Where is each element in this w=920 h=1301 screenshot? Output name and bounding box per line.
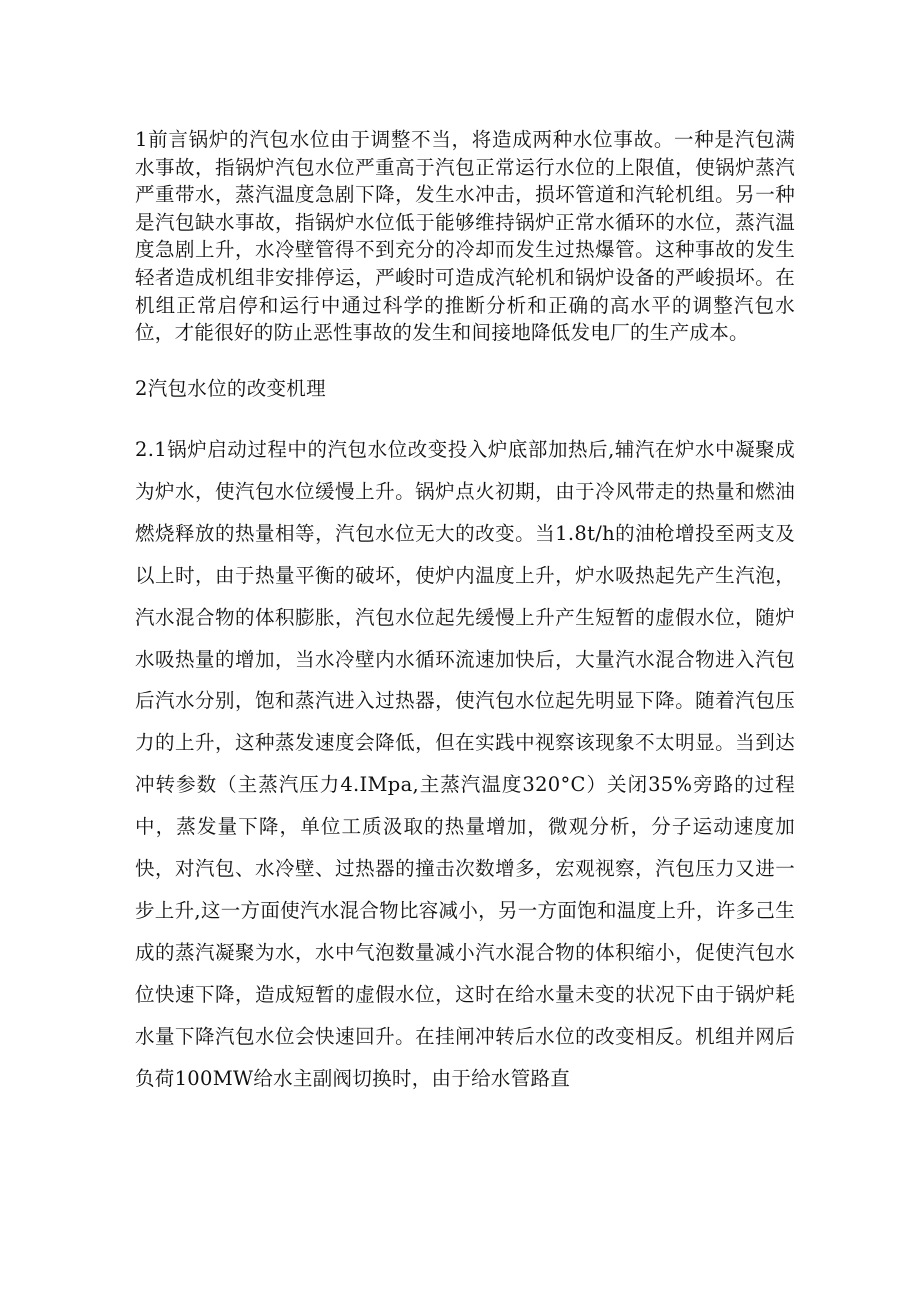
paragraph-section-2-1: 2.1锅炉启动过程中的汽包水位改变投入炉底部加热后,辅汽在炉水中凝聚成为炉水，使汽包水位缓慢上升。锅炉点火初期，由于冷风带走的热量和燃油燃烧释放的热量相等，汽包水位无大的改变。当1.8t/h的油枪增投至两支及以上时，由于热量平衡的破坏，使炉内温度上升，炉水吸热起先产生汽泡，汽水混合物的体积膨胀，汽包水位起先缓慢上升产生短暂的虚假水位，随炉水吸热量的增加，当水冷壁内水循环流速加快后，大量汽水混合物进入汽包后汽水分别，饱和蒸汽进入过热器，使汽包水位起先明显下降。随着汽包压力的上升，这种蒸发速度会降低，但在实践中视察该现象不太明显。当到达冲转参数（主蒸汽压力4.IMpa,主蒸汽温度320°C）关闭35%旁路的过程中，蒸发量下降，单位工质汲取的热量增加，微观分析，分子运动速度加快，对汽包、水冷壁、过热器的撞击次数增多，宏观视察，汽包压力又进一步上升,这一方面使汽水混合物比容减小，另一方面饱和温度上升，许多己生成的蒸汽凝聚为水，水中气泡数量减小汽水混合物的体积缩小，促使汽包水位快速下降，造成短暂的虚假水位，这时在给水量未变的状况下由于锅炉耗水量下降汽包水位会快速回升。在挂闸冲转后水位的改变相反。机组并网后负荷100MW给水主副阀切换时，由于给水管路直 — [135, 438, 795, 1090]
section-heading: 2汽包水位的改变机理 — [135, 377, 326, 400]
paragraph-introduction: 1前言锅炉的汽包水位由于调整不当，将造成两种水位事故。一种是汽包满水事故，指锅炉汽包水位严重高于汽包正常运行水位的上限值，使锅炉蒸汽严重带水，蒸汽温度急剧下降，发生水冲击，损坏管道和汽轮机组。另一种是汽包缺水事故，指锅炉水位低于能够维持锅炉正常水循环的水位，蒸汽温度急剧上升，水冷壁管得不到充分的冷却而发生过热爆管。这种事故的发生轻者造成机组非安排停运，严峻时可造成汽轮机和锅炉设备的严峻损坏。在机组正常启停和运行中通过科学的推断分析和正确的高水平的调整汽包水位，才能很好的防止恶性事故的发生和间接地降低发电厂的生产成本。 — [135, 128, 795, 345]
